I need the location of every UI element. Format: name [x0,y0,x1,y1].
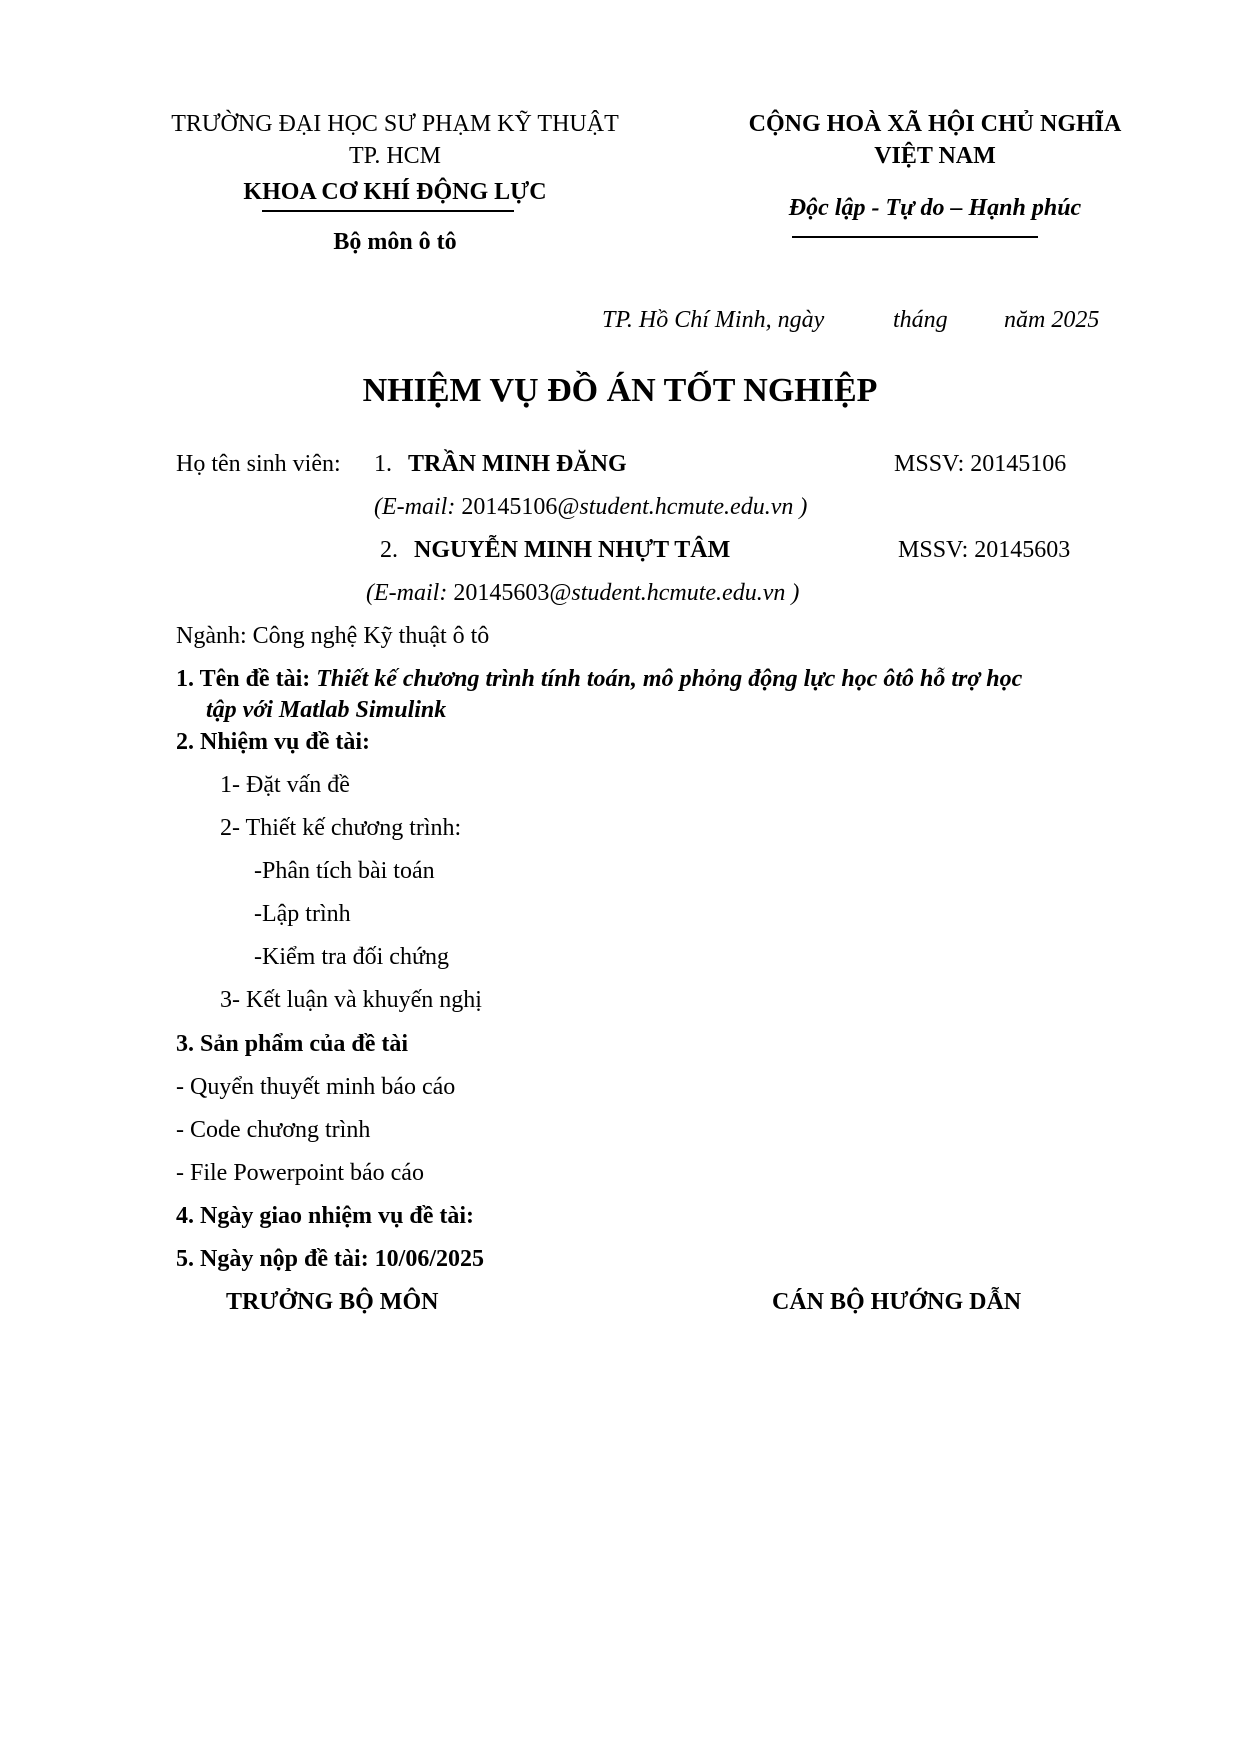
email-id: 20145603@ [453,580,572,606]
product-item: - File Powerpoint báo cáo [176,1160,424,1186]
product-item: - Quyển thuyết minh báo cáo [176,1074,456,1100]
faculty-name: KHOA CƠ KHÍ ĐỘNG LỰC [243,179,547,205]
student-name: TRẦN MINH ĐĂNG [408,451,627,477]
section-1-label: 1. Tên đề tài: [176,666,311,692]
date-month: tháng [893,307,948,333]
student-index: 2. [380,537,398,563]
task-item: 3- Kết luận và khuyến nghị [220,987,482,1013]
product-item: - Code chương trình [176,1117,371,1143]
section-2-label: 2. Nhiệm vụ đề tài: [176,729,370,755]
section-1-topic [176,664,1022,694]
section-5-label: 5. Ngày nộp đề tài: 10/06/2025 [176,1246,485,1272]
republic-line-1: CỘNG HOÀ XÃ HỘI CHỦ NGHĨA [748,111,1122,137]
task-subitem: -Kiểm tra đối chứng [254,944,449,970]
email-id: 20145106@ [461,494,580,520]
email-label: (E-mail: [374,494,456,520]
email-domain: student.hcmute.edu.vn [571,580,786,606]
task-item: 2- Thiết kế chương trình: [220,815,462,841]
student-email [366,578,799,608]
signature-supervisor: CÁN BỘ HƯỚNG DẪN [772,1289,1022,1315]
student-mssv: MSSV: 20145603 [898,537,1071,563]
student-mssv: MSSV: 20145106 [894,451,1067,477]
university-name [130,108,660,172]
topic-line-2: tập với Matlab Simulink [206,697,447,723]
document-title: NHIỆM VỤ ĐỒ ÁN TỐT NGHIỆP [362,372,878,409]
motto-underline [792,236,1038,238]
section-3-label: 3. Sản phẩm của đề tài [176,1031,409,1057]
section-4-label: 4. Ngày giao nhiệm vụ đề tài: [176,1203,475,1229]
university-line-1: TRƯỜNG ĐẠI HỌC SƯ PHẠM KỸ THUẬT [171,111,619,137]
task-item: 1- Đặt vấn đề [220,772,350,798]
task-subitem: -Lập trình [254,901,351,927]
republic-name [700,108,1170,172]
date-year: năm 2025 [1004,307,1100,333]
student-name: NGUYỄN MINH NHỰT TÂM [414,537,731,563]
national-motto: Độc lập - Tự do – Hạnh phúc [788,195,1082,221]
date-place: TP. Hồ Chí Minh, ngày [602,307,825,333]
major: Ngành: Công nghệ Kỹ thuật ô tô [176,623,490,649]
republic-line-2: VIỆT NAM [874,143,996,169]
topic-line-1: Thiết kế chương trình tính toán, mô phỏng động lực học ôtô hỗ trợ học [316,666,1023,692]
email-close: ) [799,494,808,520]
task-subitem: -Phân tích bài toán [254,858,435,884]
signature-head-of-department: TRƯỞNG BỘ MÔN [226,1289,439,1315]
email-label: (E-mail: [366,580,448,606]
email-close: ) [791,580,800,606]
faculty-underline [262,210,514,212]
university-line-2: TP. HCM [348,143,442,169]
student-index: 1. [374,451,392,477]
student-email [374,492,807,522]
department-name: Bộ môn ô tô [333,229,457,255]
email-domain: student.hcmute.edu.vn [579,494,794,520]
student-label: Họ tên sinh viên: [176,451,341,477]
